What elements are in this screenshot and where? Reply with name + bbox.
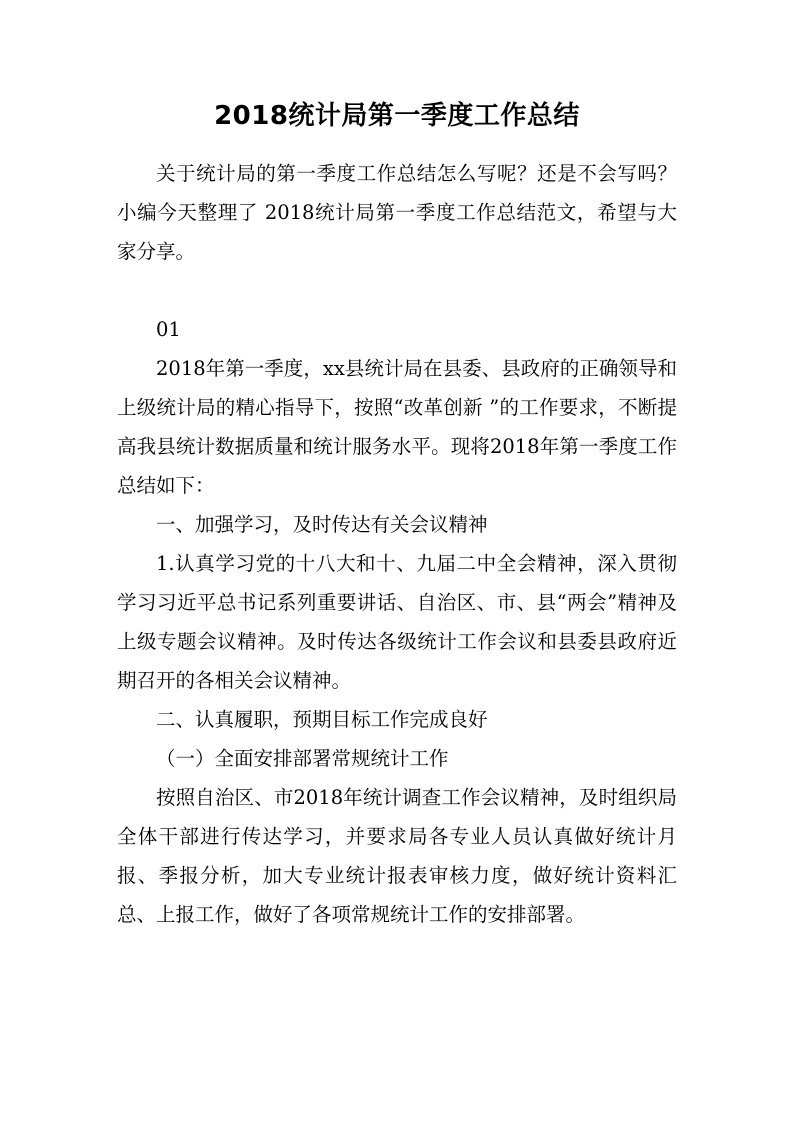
subheading-routine-work: （一）全面安排部署常规统计工作 — [156, 747, 449, 770]
body-paragraph-study: 1.认真学习党的十八大和十、九届二中全会精神，深入贯彻学习习近平总书记系列重要讲话、自治区、市、县“两会”精神及上级专题会议精神。及时传达各级统计工作会议和县委县政府近期召开的各相关会议精神。 — [117, 552, 677, 692]
body-paragraph-routine: 按照自治区、市2018年统计调查工作会议精神，及时组织局全体干部进行传达学习，并要求局各专业人员认真做好统计月报、季报分析，加大专业统计报表审核力度，做好统计资料汇总、上报工作，做好了各项常规统计工作的安排部署。 — [117, 786, 677, 926]
intro-paragraph: 关于统计局的第一季度工作总结怎么写呢？还是不会写吗？小编今天整理了 2018统计局第一季度工作总结范文，希望与大家分享。 — [117, 162, 677, 263]
heading-learning: 一、加强学习，及时传达有关会议精神 — [156, 513, 488, 536]
blank-line — [117, 271, 677, 310]
heading-duties: 二、认真履职，预期目标工作完成良好 — [156, 708, 488, 731]
body-paragraph-overview: 2018年第一季度，xx县统计局在县委、县政府的正确领导和上级统计局的精心指导下，按照“改革创新 ”的工作要求，不断提高我县统计数据质量和统计服务水平。现将2018年第一季度工作总结如下： — [117, 357, 677, 497]
document-page — [117, 96, 677, 934]
section-number: 01 — [156, 318, 181, 341]
document-title: 2018统计局第一季度工作总结 — [214, 101, 580, 131]
